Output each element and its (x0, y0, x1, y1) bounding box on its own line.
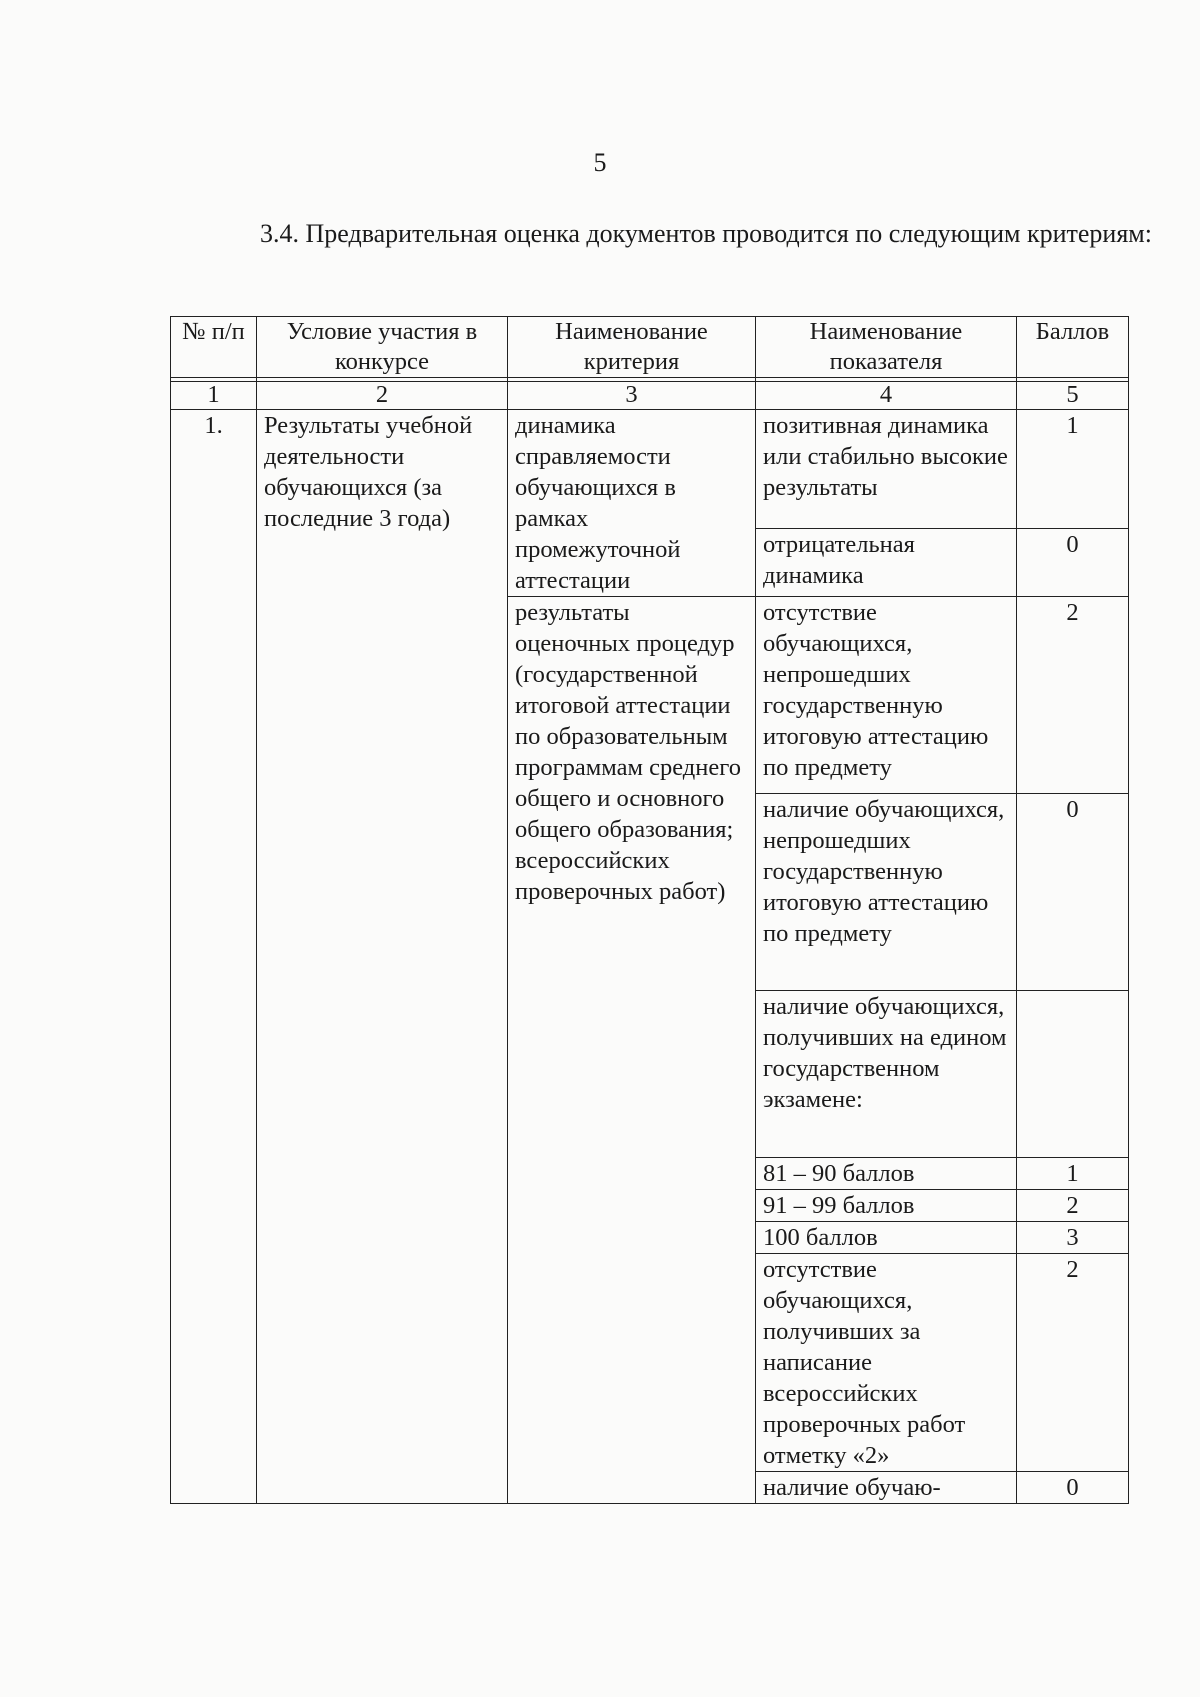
column-number: 5 (1017, 382, 1129, 410)
column-number: 4 (756, 382, 1017, 410)
header-score: Баллов (1017, 317, 1129, 378)
score-cell: 0 (1017, 529, 1129, 597)
column-number-row (171, 382, 1129, 410)
criteria-table (170, 316, 1129, 1504)
page-number: 5 (593, 148, 607, 177)
condition-cell: Результаты учебной деятельности обучающихся (за последние 3 года) (257, 410, 508, 1504)
indicator-cell: отсутствие обучающихся, получивших за написание всероссийских проверочных работ отметку «2» (756, 1254, 1017, 1472)
header-criterion: Наименование критерия (508, 317, 756, 378)
score-cell: 2 (1017, 1190, 1129, 1222)
column-number: 2 (257, 382, 508, 410)
indicator-cell: отсутствие обучающихся, непрошедших государственную итоговую аттестацию по предмету (756, 597, 1017, 794)
indicator-cell: позитивная динамика или стабильно высокие результаты (756, 410, 1017, 529)
indicator-cell: наличие обучающихся, непрошедших государственную итоговую аттестацию по предмету (756, 794, 1017, 991)
score-cell (1017, 991, 1129, 1158)
indicator-cell: 100 баллов (756, 1222, 1017, 1254)
table-header-row (171, 317, 1129, 378)
intro-paragraph: 3.4. Предварительная оценка документов проводится по следующим критериям: (260, 219, 1152, 248)
indicator-cell: отрицательная динамика (756, 529, 1017, 597)
score-cell: 3 (1017, 1222, 1129, 1254)
table-row (171, 410, 1129, 529)
score-cell: 2 (1017, 1254, 1129, 1472)
score-cell: 0 (1017, 794, 1129, 991)
criterion-name: динамика справляемости обучающихся в рамках промежуточной аттестации (508, 410, 756, 597)
score-cell: 1 (1017, 1158, 1129, 1190)
indicator-cell: наличие обучающихся, получивших на едином государственном экзамене: (756, 991, 1017, 1158)
indicator-cell: наличие обучаю- (756, 1472, 1017, 1504)
score-cell: 2 (1017, 597, 1129, 794)
row-number: 1. (171, 410, 257, 1504)
header-indicator: Наименование показателя (756, 317, 1017, 378)
criterion-name: результаты оценочных процедур (государственной итоговой аттестации по образовательным программам среднего общего и основного общего образования; всероссийских проверочных работ) (508, 597, 756, 1504)
indicator-cell: 91 – 99 баллов (756, 1190, 1017, 1222)
header-condition: Условие участия в конкурсе (257, 317, 508, 378)
score-cell: 0 (1017, 1472, 1129, 1504)
column-number: 3 (508, 382, 756, 410)
header-number: № п/п (171, 317, 257, 378)
indicator-cell: 81 – 90 баллов (756, 1158, 1017, 1190)
score-cell: 1 (1017, 410, 1129, 529)
column-number: 1 (171, 382, 257, 410)
